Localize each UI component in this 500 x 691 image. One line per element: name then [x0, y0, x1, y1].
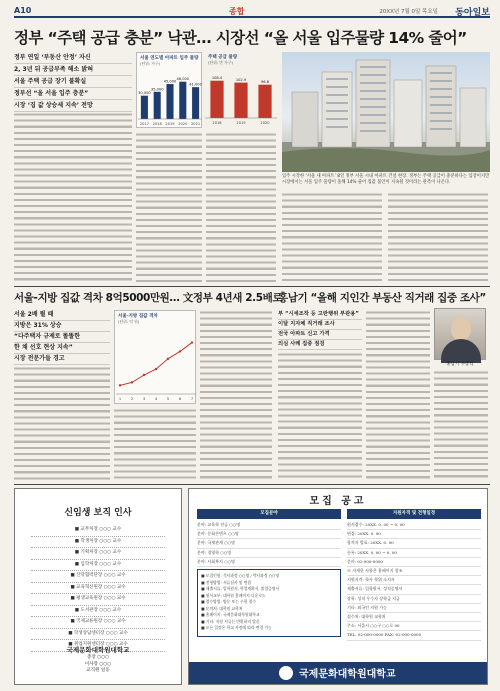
- subhead-line: 시장 ‘집 값 상승세 지속’ 전망: [14, 100, 132, 112]
- subhead-line: 2, 3년 뒤 공급부족 해소 밝혀: [14, 64, 132, 76]
- ad-row: TEL: 02-000-0000 FAX: 02-000-0000: [347, 631, 481, 640]
- chart-subtitle: (단위: 가구): [140, 61, 161, 66]
- x-tick-label: 5: [166, 397, 170, 401]
- x-tick-label: 2017: [139, 122, 149, 126]
- article3-body-col1: [366, 310, 430, 480]
- note-row: ■ 원서교부: 대학원 홈페이지 다운로드: [201, 592, 266, 598]
- deck-line: 한 채 선호 현상 지속”: [14, 343, 110, 354]
- x-tick-label: 4: [154, 397, 158, 401]
- x-tick-label: 2018: [152, 122, 162, 126]
- minister-portrait: [434, 308, 486, 360]
- chart-bar: [234, 83, 247, 118]
- page-number: A10: [14, 6, 32, 15]
- ad-row: 분야: 문화콘텐츠 ○○명: [197, 530, 341, 539]
- subhead-line: 정부 연일 ‘부동산 안정’ 자신: [14, 52, 132, 64]
- note-row: ■ 문의처: 대학원 교학처: [201, 605, 243, 611]
- deck-line: “다주택자 규제로 똘똘한: [14, 332, 110, 343]
- article2-body-col1: [14, 366, 110, 480]
- line-point: [179, 350, 181, 352]
- ad-row: 분야: 사회복지 ○○명: [197, 558, 341, 567]
- bar-value-label: 35,000: [150, 87, 164, 92]
- headline-housing-supply: 정부 “주택 공급 충분” 낙관… 시장선 “올 서울 입주물량 14% 줄어”: [14, 29, 467, 47]
- chart-subtitle: (단위: 만 가구): [208, 60, 233, 65]
- note-row: ■ 제출서류: 입학원서, 학업계획서, 졸업증명서: [201, 586, 280, 591]
- line-point: [191, 341, 193, 343]
- bar-value-label: 30,000: [138, 91, 151, 96]
- x-tick-label: 6: [178, 397, 182, 401]
- ad-row: 접수처: 대학원 교학처: [347, 613, 481, 622]
- ad-row: 합격자 발표: 20XX. 0. 00: [347, 539, 481, 548]
- ad-title: 모집 공고: [309, 496, 367, 507]
- article1-body-col4: [282, 192, 382, 282]
- col2-header: 지원자격 및 전형일정: [347, 509, 481, 519]
- portrait-caption: 홍남기 부총리: [446, 362, 474, 367]
- note-row: ■ 모든 일정은 학교 사정에 따라 변경 가능: [201, 625, 272, 630]
- chart3-svg: [116, 327, 196, 403]
- line-point: [155, 368, 157, 370]
- x-tick-label: 1: [118, 397, 122, 401]
- subhead-line: 정부선 “올 서울 입주 충분”: [14, 88, 132, 100]
- ad-line: ■ 국제교류원장 ○○○ 교수: [31, 617, 165, 629]
- chart-bar: [192, 87, 199, 119]
- chart-title: 주택 공급 물량: [208, 55, 238, 60]
- ad-row: 분야: 교육학 전공 ○○명: [197, 521, 341, 530]
- x-tick-label: 2021: [191, 122, 201, 126]
- chart-title: 서울 연도별 아파트 입주 물량: [140, 56, 199, 61]
- line-point: [143, 374, 145, 376]
- ad-line: ■ 교육혁신원장 ○○○ 교수: [31, 583, 165, 595]
- ad-row: 면접: 20XX. 0. 00: [347, 530, 481, 539]
- ad-org-name: 국제문화대학원대학교: [66, 646, 130, 654]
- note-row: ■ 홈페이지: 국제문화대학원대학교: [201, 612, 260, 617]
- ad-line: ■ 평생교육원장 ○○○ 교수: [31, 594, 165, 606]
- article2-body-col3: [200, 310, 272, 480]
- ad-line: ■ 기획처장 ○○○ 교수: [31, 548, 165, 560]
- section-label: 종합: [229, 7, 245, 16]
- pull-line: 이달 지자체 직거래 조사: [278, 320, 362, 330]
- x-tick-label: 2019: [236, 121, 246, 125]
- chart-bar: [210, 81, 223, 118]
- article1-body-col2: [136, 132, 202, 282]
- ad-signatories: [15, 655, 181, 675]
- ad-title: 신임생 보직 인사: [64, 508, 132, 518]
- note-row: ■ 전형방법: 서류심사 및 면접: [201, 579, 252, 585]
- ad-row: 분야: 국제관계 ○○명: [197, 539, 341, 548]
- photo-caption: 입주 시작한 ‘서울 새 아파트’ 8일 정부 서울 시내 아파트 건설 현장. 정부는 주택 공급이 충분하다는 입장이지만 시장에서는 서울 입주 물량이 올해 14% 줄어 집값 불안이 지속될 것이라는 관측이 나온다.: [282, 174, 490, 185]
- ad-signatory: 교직원 일동: [86, 668, 110, 673]
- x-tick-label: 2019: [165, 122, 175, 126]
- school-logo-icon: [279, 666, 293, 680]
- chart-housing-supply: [205, 52, 277, 126]
- chart-seoul-supply: [136, 52, 202, 128]
- ad-line: ■ 취업지원센터장 ○○○ 교수: [31, 640, 165, 652]
- bar-value-label: 41,000: [189, 82, 202, 87]
- article2-body-col2: [114, 408, 196, 480]
- masthead: [14, 4, 490, 18]
- subhead-line: 서울 주택 공급 장기 불확실: [14, 76, 132, 88]
- deck-line: 지방은 31% 상승: [14, 321, 110, 332]
- headline-direct-trade: 홍남기 “올해 지인간 부동산 직거래 집중 조사”: [278, 292, 486, 304]
- ad-row: 기타: 외국인 지원 가능: [347, 604, 481, 613]
- apartment-illustration: [282, 52, 490, 172]
- x-tick-label: 3: [142, 397, 146, 401]
- bar-value-label: 45,000: [163, 79, 177, 84]
- col1-rows: [197, 521, 341, 567]
- chart2-svg: [205, 66, 277, 126]
- ad-signatory: 총장 ○○○: [87, 655, 109, 660]
- article3-pull: [278, 310, 362, 350]
- ad-row: 제출서류: 입학원서, 성적증명서: [347, 585, 481, 594]
- chart-bar: [179, 82, 186, 119]
- ad-footer: [189, 662, 487, 684]
- line-point: [119, 384, 121, 386]
- article1-body-col3: [206, 132, 276, 282]
- ad-row: 지원자격: 학사 학위 소지자: [347, 576, 481, 585]
- article3-body-col3: [434, 370, 488, 480]
- ad-row: 등록: 20XX. 0. 00 ~ 0. 00: [347, 549, 481, 558]
- section-divider: [14, 286, 490, 287]
- ad-line: ■ 도서관장 ○○○ 교수: [31, 606, 165, 618]
- ad-line: ■ 산학협력단장 ○○○ 교수: [31, 571, 165, 583]
- bar-value-label: 48,000: [176, 77, 190, 82]
- x-tick-label: 2: [130, 397, 134, 401]
- chart-bar: [154, 92, 161, 119]
- note-row: ■ 기타: 지원 서류는 반환하지 않음: [201, 618, 260, 624]
- series-line: [120, 343, 192, 386]
- paper-name: 동아일보: [455, 8, 490, 18]
- x-tick-label: 2018: [212, 121, 222, 125]
- article1-body-col5: [388, 192, 488, 282]
- pull-line: 부 “시세조작 등 고란행위 부관용”: [278, 310, 362, 320]
- x-tick-label: 2020: [178, 122, 188, 126]
- line-point: [167, 358, 169, 360]
- article2-deck: [14, 310, 110, 365]
- school-name: 국제문화대학원대학교: [299, 669, 396, 680]
- article3-body-col2: [278, 352, 362, 480]
- chart-subtitle: (단위: 억 원): [118, 319, 140, 324]
- chart-bar: [166, 84, 173, 119]
- chart-bar: [141, 96, 148, 119]
- ad-line: ■ 입학처장 ○○○ 교수: [31, 560, 165, 572]
- pull-line: 의심 사례 집중 점검: [278, 340, 362, 350]
- deck-line: 서울 2배 뛸 때: [14, 310, 110, 321]
- chart-price-gap: [114, 310, 196, 404]
- ad-personnel-notice: [14, 488, 182, 685]
- note-row: ■ 모집인원: 석사과정 ○○명 / 박사과정 ○○명: [201, 573, 279, 578]
- ad-line: ■ 학생처장 ○○○ 교수: [31, 537, 165, 549]
- col2-rows: [347, 521, 481, 641]
- ad-row: 주소: 서울시 ○○구 ○○로 00: [347, 622, 481, 631]
- article1-body-col1: [14, 112, 132, 282]
- ad-row: 문의: 02-000-0000: [347, 558, 481, 567]
- headline-price-gap: 서울-지방 집값 격차 8억5000만원… 文정부 4년새 2.5배로: [14, 292, 283, 304]
- chart-title: 서울-지방 집값 격차: [118, 314, 158, 319]
- line-point: [131, 381, 133, 383]
- bar-value-label: 96.8: [260, 80, 270, 85]
- deck-line: 시장 전문가들 경고: [14, 354, 110, 365]
- ad-signatory: 이사장 ○○○: [84, 661, 112, 667]
- pull-line: 전국 아파트 신고 가격: [278, 330, 362, 340]
- x-tick-label: 2020: [260, 121, 270, 125]
- bar-value-label: 102.9: [235, 78, 247, 83]
- apartment-photo: [282, 52, 490, 172]
- ad-lines: [31, 525, 165, 652]
- ad-row: 장학: 성적 우수자 장학금 지급: [347, 595, 481, 604]
- issue-date: 20XX년 7월 0일 목요일: [379, 9, 438, 15]
- ad-line: ■ 교무처장 ○○○ 교수: [31, 525, 165, 537]
- ad-row: 분야: 경영학 ○○명: [197, 549, 341, 558]
- chart1-svg: [138, 67, 202, 127]
- ad-recruitment-notice: [188, 488, 488, 685]
- ad-note-box: [197, 569, 341, 637]
- chart-bar: [258, 85, 271, 118]
- ad-line: ■ 학생상담센터장 ○○○ 교수: [31, 629, 165, 641]
- ad-divider: [14, 484, 490, 485]
- col1-header: 모집분야: [197, 509, 341, 519]
- bar-value-label: 108.4: [211, 76, 223, 81]
- note-row: ■ 접수방법: 방문 또는 우편 접수: [201, 599, 256, 604]
- article1-subheads: [14, 52, 132, 112]
- ad-row: ※ 자세한 사항은 홈페이지 참조: [347, 567, 481, 576]
- ad-row: 원서접수: 20XX. 0. 00 ~ 0. 00: [347, 521, 481, 530]
- x-tick-label: 7: [190, 397, 194, 401]
